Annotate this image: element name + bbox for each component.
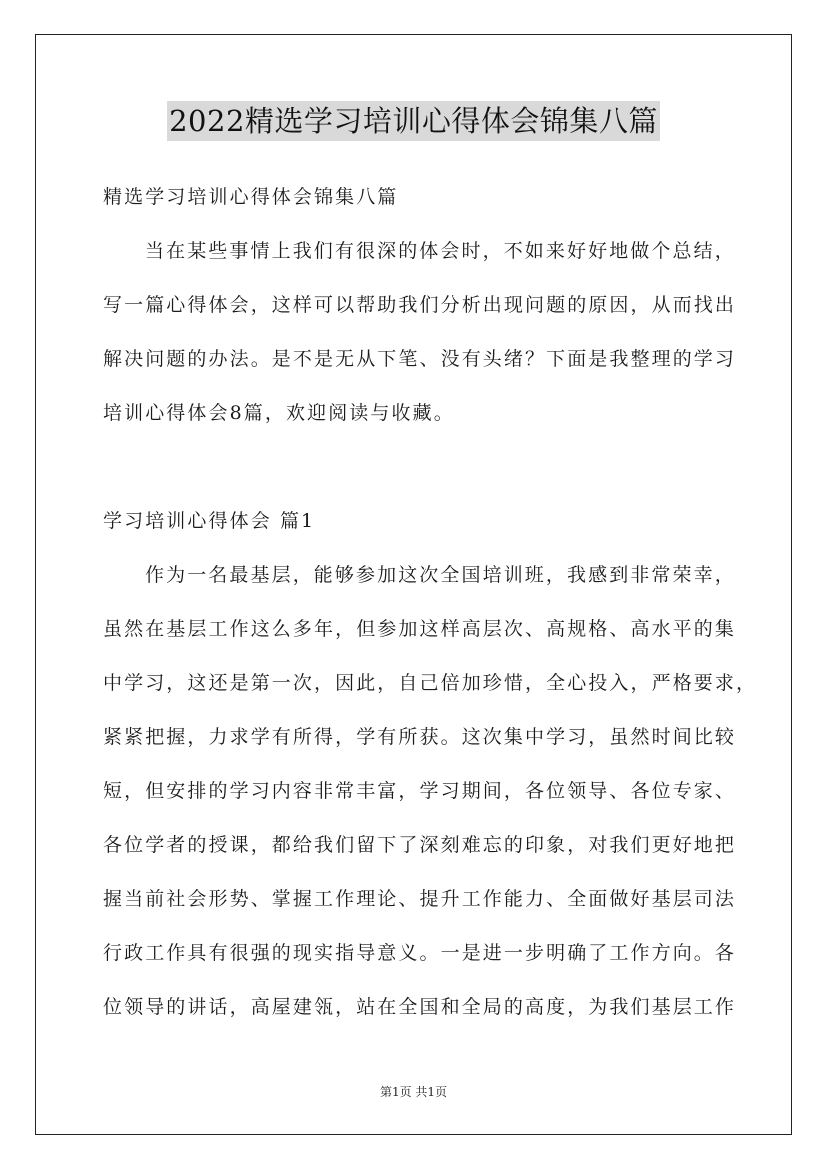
section-line-2: 虽然在基层工作这么多年，但参加这样高层次、高规格、高水平的集 bbox=[103, 618, 737, 640]
title-container bbox=[0, 101, 827, 141]
intro-line-2: 写一篇心得体会，这样可以帮助我们分析出现问题的原因，从而找出 bbox=[103, 294, 737, 316]
section-line-3: 中学习，这还是第一次，因此，自己倍加珍惜，全心投入，严格要求， bbox=[103, 672, 758, 694]
section-line-8: 行政工作具有很强的现实指导意义。一是进一步明确了工作方向。各 bbox=[103, 942, 737, 964]
document-title: 2022精选学习培训心得体会锦集八篇 bbox=[167, 101, 660, 141]
page-footer: 第1页 共1页 bbox=[379, 1085, 448, 1099]
intro-line-4: 培训心得体会8篇，欢迎阅读与收藏。 bbox=[103, 402, 455, 424]
intro-line-3: 解决问题的办法。是不是无从下笔、没有头绪？下面是我整理的学习 bbox=[103, 348, 737, 370]
section-line-1: 作为一名最基层，能够参加这次全国培训班，我感到非常荣幸， bbox=[145, 564, 736, 586]
intro-line-1: 当在某些事情上我们有很深的体会时，不如来好好地做个总结， bbox=[145, 240, 736, 262]
section-line-9: 位领导的讲话，高屋建瓴，站在全国和全局的高度，为我们基层工作 bbox=[103, 996, 737, 1018]
section-line-4: 紧紧把握，力求学有所得，学有所获。这次集中学习，虽然时间比较 bbox=[103, 726, 737, 748]
document-subtitle: 精选学习培训心得体会锦集八篇 bbox=[103, 186, 399, 208]
paragraph-gap bbox=[103, 440, 743, 494]
section-line-7: 握当前社会形势、掌握工作理论、提升工作能力、全面做好基层司法 bbox=[103, 888, 737, 910]
document-body bbox=[103, 170, 758, 1034]
section-line-5: 短，但安排的学习内容非常丰富，学习期间，各位领导、各位专家、 bbox=[103, 780, 737, 802]
section-line-6: 各位学者的授课，都给我们留下了深刻难忘的印象，对我们更好地把 bbox=[103, 834, 737, 856]
section-heading: 学习培训心得体会 篇1 bbox=[103, 510, 316, 532]
